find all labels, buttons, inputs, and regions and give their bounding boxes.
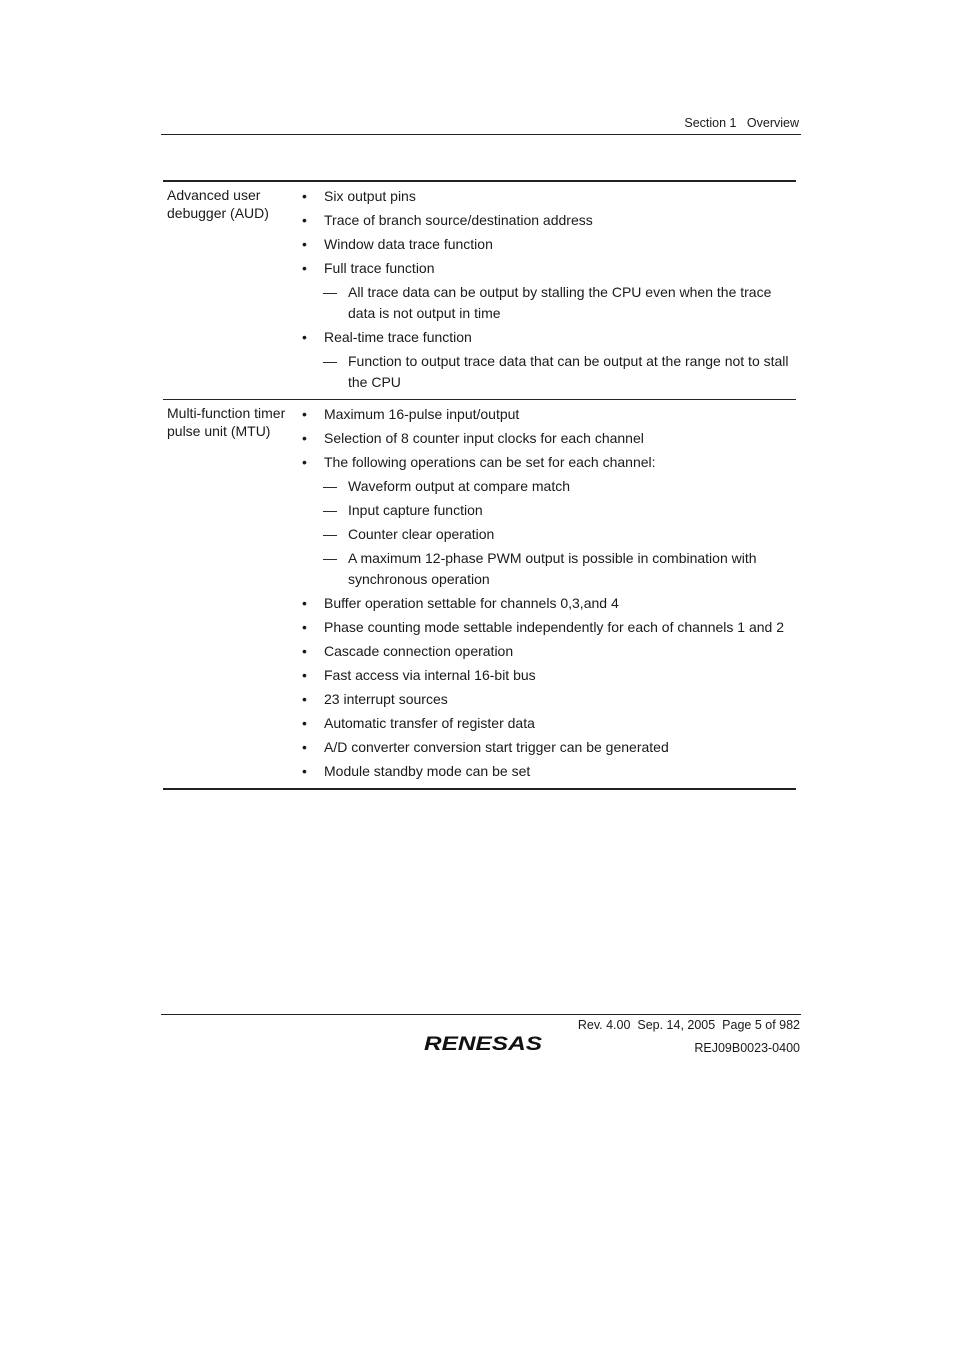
dash-icon: — <box>323 550 337 566</box>
list-item <box>146 593 796 614</box>
bullet-icon: • <box>302 691 307 707</box>
sub-list-item <box>146 351 796 393</box>
bullet-icon: • <box>302 739 307 755</box>
list-item-text: 23 interrupt sources <box>324 691 448 707</box>
bullet-icon: • <box>302 329 307 345</box>
list-item-text: A/D converter conversion start trigger can be generated <box>324 739 669 755</box>
list-item <box>146 617 796 638</box>
list-item-text: Automatic transfer of register data <box>324 715 535 731</box>
dash-icon: — <box>323 478 337 494</box>
list-item-text: The following operations can be set for each channel: <box>324 454 656 470</box>
bullet-icon: • <box>302 715 307 731</box>
sub-list-item-text: Counter clear operation <box>348 526 495 542</box>
bullet-icon: • <box>302 212 307 228</box>
bullet-icon: • <box>302 619 307 635</box>
bullet-icon: • <box>302 406 307 422</box>
bullet-icon: • <box>302 236 307 252</box>
sub-list-item-text: All trace data can be output by stalling the CPU even when the trace data is not output in time <box>348 284 772 321</box>
list-item <box>146 761 796 782</box>
list-item <box>146 327 796 348</box>
list-item-text: Window data trace function <box>324 236 493 252</box>
renesas-logo <box>422 1032 544 1059</box>
feature-name: Multi-function timer pulse unit (MTU) <box>167 405 286 439</box>
bullet-icon: • <box>302 260 307 276</box>
running-header: Section 1 Overview <box>684 116 799 130</box>
list-item <box>146 186 796 207</box>
sub-list-item <box>146 282 796 324</box>
sub-list-item <box>146 548 796 590</box>
list-item-text: Real-time trace function <box>324 329 472 345</box>
list-item <box>146 428 796 449</box>
footer-rule <box>161 1014 801 1015</box>
list-item-text: Full trace function <box>324 260 435 276</box>
list-item <box>146 234 796 255</box>
feature-items <box>302 182 796 399</box>
footer-revision: Rev. 4.00 Sep. 14, 2005 Page 5 of 982 <box>577 1018 800 1032</box>
feature-table <box>163 180 796 790</box>
renesas-logo-text: RENESAS <box>424 1034 543 1054</box>
sub-list-item-text: A maximum 12-phase PWM output is possible in combination with synchronous operation <box>348 550 757 587</box>
sub-list-item <box>146 500 796 521</box>
list-item <box>146 665 796 686</box>
sub-list-item-text: Waveform output at compare match <box>348 478 571 494</box>
list-item <box>146 689 796 710</box>
list-item-text: Fast access via internal 16-bit bus <box>324 667 536 683</box>
feature-name: Advanced user debugger (AUD) <box>167 187 269 221</box>
sub-list-item <box>146 476 796 497</box>
list-item-text: Six output pins <box>324 188 416 204</box>
dash-icon: — <box>323 502 337 518</box>
bullet-icon: • <box>302 667 307 683</box>
bullet-icon: • <box>302 430 307 446</box>
list-item-text: Cascade connection operation <box>324 643 514 659</box>
bullet-icon: • <box>302 643 307 659</box>
bullet-icon: • <box>302 188 307 204</box>
sub-list-item <box>146 524 796 545</box>
list-item-text: Maximum 16-pulse input/output <box>324 406 520 422</box>
list-item <box>146 258 796 279</box>
dash-icon: — <box>323 284 337 300</box>
bullet-icon: • <box>302 595 307 611</box>
list-item <box>146 210 796 231</box>
bullet-icon: • <box>302 763 307 779</box>
dash-icon: — <box>323 526 337 542</box>
table-row <box>163 182 796 399</box>
list-item-text: Selection of 8 counter input clocks for each channel <box>324 430 644 446</box>
list-item-text: Module standby mode can be set <box>324 763 531 779</box>
feature-items <box>302 400 796 788</box>
list-item <box>146 404 796 425</box>
list-item <box>146 641 796 662</box>
list-item-text: Trace of branch source/destination address <box>324 212 593 228</box>
list-item <box>146 713 796 734</box>
list-item-text: Buffer operation settable for channels 0,3,and 4 <box>324 595 619 611</box>
footer-doc-code: REJ09B0023-0400 <box>694 1041 800 1055</box>
sub-list-item-text: Input capture function <box>348 502 483 518</box>
dash-icon: — <box>323 353 337 369</box>
header-rule <box>161 134 801 135</box>
list-item-text: Phase counting mode settable independently for each of channels 1 and 2 <box>324 619 784 635</box>
list-item <box>146 452 796 473</box>
table-row <box>163 399 796 788</box>
bullet-icon: • <box>302 454 307 470</box>
list-item <box>146 737 796 758</box>
sub-list-item-text: Function to output trace data that can be output at the range not to stall the CPU <box>348 353 789 390</box>
